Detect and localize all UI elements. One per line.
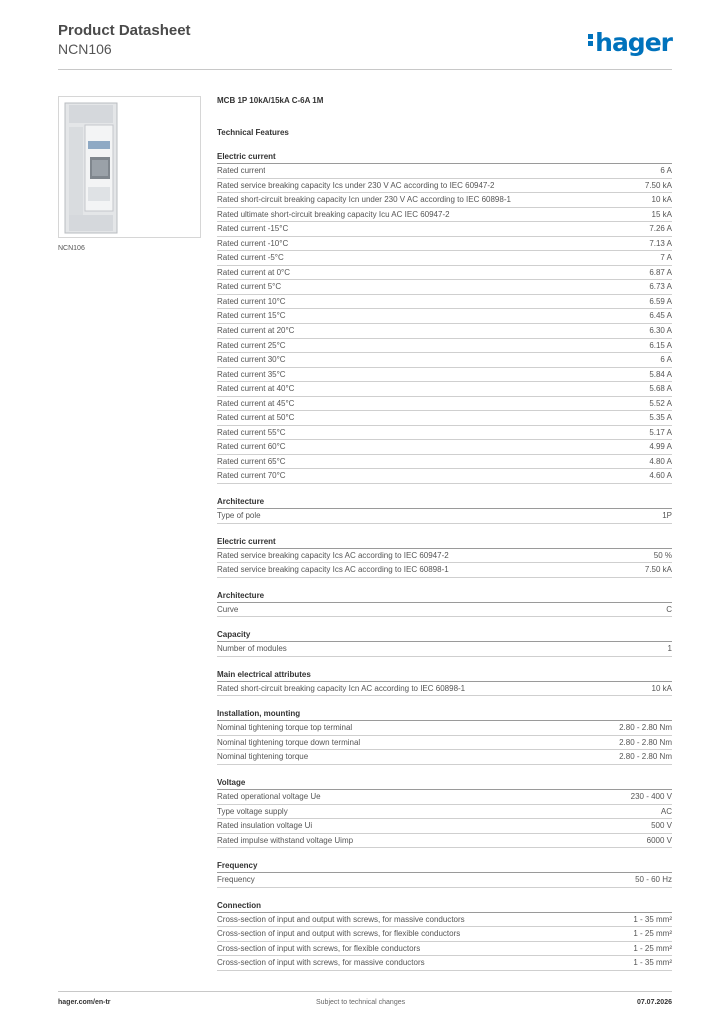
spec-sections [217, 140, 672, 971]
spec-label: Rated current 30°C [217, 355, 286, 365]
spec-value: 1 - 25 mm² [633, 943, 672, 953]
spec-label: Rated service breaking capacity Ics AC according to IEC 60898-1 [217, 565, 449, 575]
page-footer [58, 991, 672, 1011]
spec-value: 6.45 A [649, 311, 672, 321]
spec-value: 5.35 A [649, 413, 672, 423]
spec-row [217, 873, 672, 888]
spec-label: Rated current 60°C [217, 442, 286, 452]
spec-value: 7.50 kA [644, 180, 672, 190]
spec-row [217, 251, 672, 266]
footer-website: hager.com/en-tr [58, 999, 111, 1006]
spec-value: 6 A [660, 355, 672, 365]
spec-row [217, 913, 672, 928]
spec-value: 7.13 A [649, 238, 672, 248]
spec-value: 4.60 A [649, 471, 672, 481]
spec-row [217, 309, 672, 324]
spec-label: Rated current 35°C [217, 369, 286, 379]
spec-value: 2.80 - 2.80 Nm [619, 752, 672, 762]
spec-label: Rated current -15°C [217, 224, 289, 234]
spec-label: Frequency [217, 875, 255, 885]
document-subtitle: NCN106 [58, 41, 112, 57]
logo-dots-icon [588, 32, 593, 48]
spec-label: Rated current at 45°C [217, 398, 295, 408]
spec-row [217, 222, 672, 237]
spec-row [217, 280, 672, 295]
spec-row [217, 411, 672, 426]
spec-row [217, 382, 672, 397]
spec-value: 15 kA [651, 209, 672, 219]
spec-label: Type of pole [217, 511, 261, 521]
spec-label: Cross-section of input with screws, for flexible conductors [217, 943, 421, 953]
spec-value: 2.80 - 2.80 Nm [619, 737, 672, 747]
spec-value: 1P [662, 511, 672, 521]
spec-row [217, 295, 672, 310]
spec-value: 5.52 A [649, 398, 672, 408]
spec-row [217, 397, 672, 412]
spec-row [217, 339, 672, 354]
spec-label: Number of modules [217, 644, 287, 654]
spec-value: 1 - 25 mm² [633, 929, 672, 939]
section-title: Capacity [217, 627, 672, 642]
spec-row [217, 426, 672, 441]
spec-label: Rated ultimate short-circuit breaking capacity Icu AC IEC 60947-2 [217, 209, 450, 219]
spec-label: Rated current at 20°C [217, 326, 295, 336]
spec-row [217, 179, 672, 194]
section-title: Connection [217, 898, 672, 913]
spec-label: Nominal tightening torque top terminal [217, 723, 353, 733]
spec-value: 500 V [651, 821, 672, 831]
spec-row [217, 440, 672, 455]
spec-label: Rated current 65°C [217, 456, 286, 466]
spec-row [217, 208, 672, 223]
spec-value: 1 - 35 mm² [633, 958, 672, 968]
section-title: Frequency [217, 858, 672, 873]
spec-label: Rated operational voltage Ue [217, 791, 321, 801]
spec-value: 6.15 A [649, 340, 672, 350]
spec-label: Rated current at 0°C [217, 267, 291, 277]
spec-value: 4.80 A [649, 456, 672, 466]
footer-date: 07.07.2026 [636, 999, 672, 1006]
spec-label: Cross-section of input and output with screws, for flexible conductors [217, 929, 461, 939]
spec-value: AC [660, 806, 672, 816]
section-title: Installation, mounting [217, 706, 672, 721]
spec-label: Rated current 55°C [217, 427, 286, 437]
spec-value: 4.99 A [649, 442, 672, 452]
spec-label: Rated impulse withstand voltage Uimp [217, 835, 354, 845]
spec-label: Rated insulation voltage Ui [217, 821, 313, 831]
section-title: Electric current [217, 534, 672, 549]
spec-row [217, 956, 672, 971]
spec-value: 7 A [660, 253, 672, 263]
spec-row [217, 455, 672, 470]
spec-label: Cross-section of input with screws, for massive conductors [217, 958, 425, 968]
section-title: Architecture [217, 494, 672, 509]
spec-row [217, 563, 672, 578]
spec-value: 50 - 60 Hz [635, 875, 672, 885]
spec-label: Rated short-circuit breaking capacity Icn AC according to IEC 60898-1 [217, 683, 466, 693]
product-image [58, 96, 201, 238]
spec-row [217, 834, 672, 849]
spec-value: 1 - 35 mm² [633, 914, 672, 924]
spec-value: 50 % [653, 550, 672, 560]
section-title: Voltage [217, 775, 672, 790]
spec-row [217, 324, 672, 339]
spec-value: 6000 V [646, 835, 672, 845]
spec-label: Rated current 10°C [217, 296, 286, 306]
spec-label: Rated service breaking capacity Ics AC according to IEC 60947-2 [217, 550, 449, 560]
footer-notice: Subject to technical changes [316, 999, 406, 1006]
product-name: MCB 1P 10kA/15kA C-6A 1M [217, 96, 324, 105]
spec-label: Cross-section of input and output with screws, for massive conductors [217, 914, 465, 924]
spec-row [217, 805, 672, 820]
spec-row [217, 682, 672, 697]
spec-value: 10 kA [651, 683, 672, 693]
logo-text: hager [595, 28, 672, 57]
spec-row [217, 509, 672, 524]
spec-row [217, 164, 672, 179]
spec-value: 5.17 A [649, 427, 672, 437]
spec-row [217, 819, 672, 834]
spec-label: Rated service breaking capacity Ics under 230 V AC according to IEC 60947-2 [217, 180, 495, 190]
spec-label: Rated current [217, 166, 266, 175]
spec-row [217, 193, 672, 208]
document-title: Product Datasheet [58, 22, 191, 39]
product-image-caption: NCN106 [58, 245, 85, 252]
datasheet-content [217, 96, 672, 971]
spec-value: 5.84 A [649, 369, 672, 379]
spec-value: 7.26 A [649, 224, 672, 234]
section-title: Main electrical attributes [217, 667, 672, 682]
spec-label: Rated current -10°C [217, 238, 289, 248]
spec-row [217, 603, 672, 618]
spec-value: 6.30 A [649, 326, 672, 336]
spec-value: 6.87 A [649, 267, 672, 277]
spec-value: 5.68 A [649, 384, 672, 394]
hager-logo [588, 28, 672, 57]
spec-label: Rated short-circuit breaking capacity Icn under 230 V AC according to IEC 60898-1 [217, 195, 511, 205]
spec-value: 1 [667, 644, 672, 654]
spec-row [217, 266, 672, 281]
section-title: Architecture [217, 588, 672, 603]
spec-label: Type voltage supply [217, 806, 288, 816]
spec-label: Rated current at 50°C [217, 413, 295, 423]
spec-row [217, 469, 672, 484]
spec-row [217, 736, 672, 751]
spec-row [217, 927, 672, 942]
spec-label: Rated current at 40°C [217, 384, 295, 394]
spec-label: Rated current -5°C [217, 253, 284, 263]
spec-value: 6.59 A [649, 296, 672, 306]
spec-label: Rated current 15°C [217, 311, 286, 321]
spec-row [217, 353, 672, 368]
spec-value: 10 kA [651, 195, 672, 205]
technical-features-title: Technical Features [217, 128, 289, 137]
spec-label: Rated current 70°C [217, 471, 286, 481]
spec-row [217, 368, 672, 383]
section-title: Electric current [217, 149, 672, 164]
spec-value: C [666, 604, 672, 614]
spec-row [217, 549, 672, 564]
spec-row [217, 721, 672, 736]
spec-value: 6.73 A [649, 282, 672, 292]
spec-label: Nominal tightening torque down terminal [217, 737, 361, 747]
circuit-breaker-icon [59, 97, 202, 239]
spec-row [217, 237, 672, 252]
spec-label: Nominal tightening torque [217, 752, 309, 762]
spec-row [217, 642, 672, 657]
spec-row [217, 750, 672, 765]
spec-row [217, 790, 672, 805]
spec-row [217, 942, 672, 957]
spec-label: Curve [217, 604, 239, 614]
page-header [58, 22, 672, 70]
spec-value: 230 - 400 V [630, 791, 672, 801]
spec-label: Rated current 5°C [217, 282, 282, 292]
spec-value: 7.50 kA [644, 565, 672, 575]
spec-label: Rated current 25°C [217, 340, 286, 350]
spec-value: 2.80 - 2.80 Nm [619, 723, 672, 733]
spec-value: 6 A [660, 166, 672, 175]
